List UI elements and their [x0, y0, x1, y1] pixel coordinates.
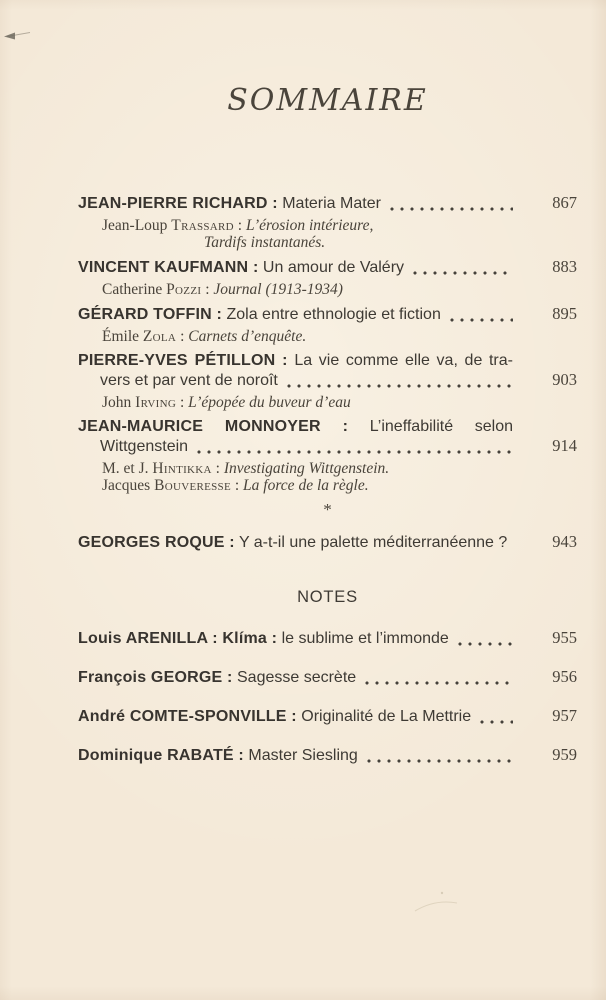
page-number: 957 [552, 706, 577, 725]
entry-line [78, 745, 577, 765]
page-number: 956 [552, 667, 577, 686]
note-entry [78, 745, 577, 765]
entry-text [100, 437, 188, 456]
ref-author-surname: Zola [142, 328, 177, 345]
article-title: Wittgenstein [100, 438, 189, 455]
dot-leader [365, 681, 513, 685]
dot-leader [413, 271, 513, 275]
ref-work-title: La force de la règle. [243, 477, 369, 494]
ref-work-title: L’érosion intérieure, [245, 217, 374, 234]
toc-entry [78, 257, 577, 298]
entry-line [78, 193, 577, 213]
ref-author-surname: Irving [135, 394, 177, 411]
entry-line [78, 257, 577, 277]
author-name: JEAN-MAURICE MONNOYER : [78, 418, 349, 435]
author-name: François GEORGE : [78, 669, 233, 686]
notes-section-heading: NOTES [297, 588, 358, 606]
ref-author-surname: Hintikka [152, 460, 212, 477]
article-title: Y a-t-il une palette méditerranéenne ? [234, 534, 508, 551]
dot-leader [197, 450, 513, 454]
entry-text [78, 533, 507, 552]
ref-work-title: Tardifs instantanés. [204, 234, 326, 251]
page-number: 867 [552, 193, 577, 212]
entry-line [78, 532, 577, 552]
reference-line [78, 281, 577, 298]
entry-text [78, 194, 381, 213]
entry-text [78, 629, 449, 648]
author-name: GEORGES ROQUE : [78, 534, 235, 551]
section-separator: * [323, 500, 332, 519]
ref-separator: : [233, 217, 246, 234]
ref-separator: : [211, 460, 224, 477]
entry-text [78, 418, 513, 435]
entry-text [100, 371, 278, 390]
author-name: JEAN-PIERRE RICHARD : [78, 195, 278, 212]
reference-line [78, 394, 577, 411]
entry-line [78, 351, 513, 370]
entry-text [78, 258, 404, 277]
reference-line [78, 477, 577, 494]
reference-line [78, 217, 577, 234]
note-entry [78, 628, 577, 648]
ref-work-title: Carnets d’enquête. [188, 328, 307, 345]
dot-leader [390, 207, 513, 211]
entry-line [78, 706, 577, 726]
page-number: 914 [552, 436, 577, 455]
ref-author-surname: Pozzi [166, 281, 202, 298]
ref-separator: : [176, 394, 189, 411]
author-name: PIERRE-YVES PÉTILLON : [78, 352, 288, 369]
dot-leader [480, 720, 513, 724]
toc-entry [78, 193, 577, 251]
author-name: VINCENT KAUFMANN : [78, 259, 259, 276]
ref-author-first-name: Jacques [102, 477, 155, 494]
ref-author-surname: Bouveresse [154, 477, 231, 494]
article-title: Zola entre ethnologie et fiction [222, 306, 441, 323]
author-name: GÉRARD TOFFIN : [78, 306, 223, 323]
article-title: Master Siesling [243, 747, 358, 764]
ref-author-first-name: Catherine [102, 281, 167, 298]
dot-leader [458, 642, 513, 646]
ref-author-surname: Trassard [171, 217, 234, 234]
page-number: 883 [552, 257, 577, 276]
entry-text [78, 305, 441, 324]
reference-line [78, 328, 577, 345]
author-name: Louis ARENILLA : Klíma : [78, 630, 278, 647]
entry-line [100, 370, 577, 390]
page-number: 903 [552, 370, 577, 389]
ref-separator: : [201, 281, 214, 298]
entry-line [100, 436, 577, 456]
entry-line [78, 304, 577, 324]
ref-work-title: L’épopée du buveur d’eau [188, 394, 351, 411]
page-number: 959 [552, 745, 577, 764]
author-name: André COMTE-SPONVILLE : [78, 708, 297, 725]
dot-leader [450, 318, 513, 322]
article-title: le sublime et l’immonde [277, 630, 449, 647]
page-title: SOMMAIRE [227, 83, 428, 118]
entry-text [78, 746, 358, 765]
page-number: 943 [552, 532, 577, 551]
paper-scratch-mark [413, 885, 473, 915]
entry-text [78, 668, 356, 687]
article-title: Un amour de Valéry [258, 259, 405, 276]
article-title: La vie comme elle va, de tra- [287, 352, 513, 369]
article-title: L’ineffabilité selon [348, 418, 513, 435]
ref-author-first-name: Jean-Loup [102, 217, 172, 234]
ref-separator: : [230, 477, 244, 494]
ref-work-title: Investigating Wittgenstein. [223, 460, 390, 477]
toc-entry [78, 351, 577, 411]
ref-work-title: Journal (1913-1934) [213, 281, 343, 298]
ref-author-first-name: M. et J. [102, 460, 153, 477]
toc-entry [78, 304, 577, 345]
entry-text [78, 352, 513, 369]
note-entry [78, 706, 577, 726]
ref-separator: : [176, 328, 189, 345]
reference-line [78, 460, 577, 477]
entry-line [78, 667, 577, 687]
toc-list [78, 193, 577, 765]
ref-author-first-name: Émile [102, 328, 143, 345]
ref-author-first-name: John [102, 394, 136, 411]
author-name: Dominique RABATÉ : [78, 747, 244, 764]
entry-text [78, 707, 471, 726]
page-number: 955 [552, 628, 577, 647]
dot-leader [367, 759, 513, 763]
dot-leader [287, 384, 513, 388]
article-title: vers et par vent de noroît [100, 372, 278, 389]
toc-entry [78, 417, 577, 494]
article-title: Materia Mater [277, 195, 381, 212]
scan-artifact-mark [3, 29, 33, 43]
note-entry [78, 667, 577, 687]
entry-line [78, 417, 513, 436]
entry-line [78, 628, 577, 648]
page-number: 895 [552, 304, 577, 323]
article-title: Sagesse secrète [232, 669, 357, 686]
toc-entry [78, 532, 577, 552]
article-title: Originalité de La Mettrie [296, 708, 472, 725]
reference-line [78, 234, 577, 251]
